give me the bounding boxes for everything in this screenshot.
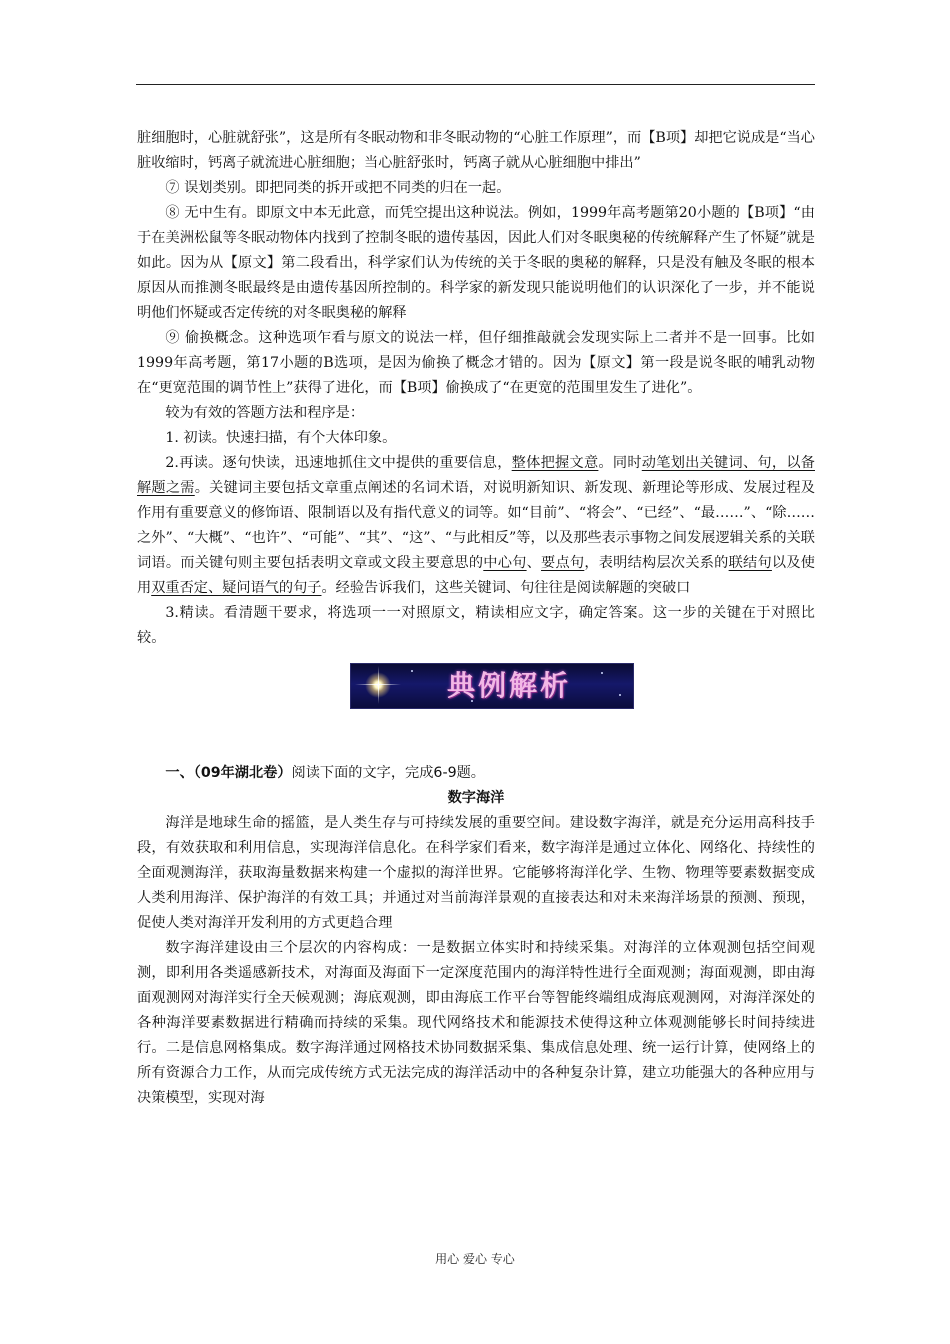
text-run: 。经验告诉我们，这些关键词、句往往是阅读解题的突破口 [321, 580, 691, 596]
text-run: 以及使用 [137, 555, 815, 596]
paragraph-step-1: 1. 初读。快速扫描，有个大体印象。 [165, 430, 397, 446]
text-run: 。关键词主要包括文章重点阐述的名词术语，对说明新知识、新发现、新理论等形成、发展过程及作用有重要意义的修饰语、限制语以及有指代意义的词等。如“目前”、“将会”、“已经”、“最……”、“除……之外”、“大概”、“也许”、“可能”、“其”、“这”、“与此相反”等，以及那些表示事物之间发展逻辑关系的关联词语。而关键句则主要包括表明文章或文段主要意思的 [137, 480, 815, 571]
paragraph-step-2 [137, 451, 815, 601]
page-footer: 用心 爱心 专心 [435, 1252, 515, 1266]
article-paragraph: 数字海洋建设由三个层次的内容构成：一是数据立体实时和持续采集。对海洋的立体观测包括空间观测，即利用各类遥感新技术，对海面及海面下一定深度范围内的海洋特性进行全面观测；海面观测，即由海面观测网对海洋实行全天候观测；海底观测，即由海底工作平台等智能终端组成海底观测网，对海洋深处的各种海洋要素数据进行精确而持续的采集。现代网络技术和能源技术使得这种立体观测能够长时间持续进行。二是信息网格集成。数字海洋通过网格技术协同数据采集、集成信息处理、统一运行计算，使网络上的所有资源合力工作，从而完成传统方式无法完成的海洋活动中的各种复杂计算，建立功能强大的各种应用与决策模型，实现对海 [137, 940, 815, 1106]
paragraph-step-3: 3.精读。看清题干要求，将选项一一对照原文，精读相应文字，确定答案。这一步的关键在于对照比较。 [137, 605, 815, 646]
paragraph-item-8: ⑧ 无中生有。即原文中本无此意，而凭空提出这种说法。例如，1999年高考题第20小题的【B项】“由于在美洲松鼠等冬眠动物体内找到了控制冬眠的遗传基因，因此人们对冬眠奥秘的传统解释产生了怀疑”就是如此。因为从【原文】第二段看出，科学家们认为传统的关于冬眠的奥秘的解释，只是没有触及冬眠的根本原因从而推测冬眠最终是由遗传基因所控制的。科学家的新发现只能说明他们的认识深化了一步，并不能说明他们怀疑或否定传统的对冬眠奥秘的解释 [137, 205, 815, 321]
banner-image [350, 663, 634, 709]
header-rule [136, 84, 815, 85]
text-run: 、 [526, 555, 542, 571]
text-run: 。同时 [598, 455, 642, 471]
paragraph-method-intro: 较为有效的答题方法和程序是： [165, 405, 365, 421]
sparkle-icon [619, 694, 621, 696]
article-paragraph: 海洋是地球生命的摇篮，是人类生存与可持续发展的重要空间。建设数字海洋，就是充分运用高科技手段，有效获取和利用信息，实现海洋信息化。在科学家们看来，数字海洋是通过立体化、网络化、持续性的全面观测海洋，获取海量数据来构建一个虚拟的海洋世界。它能够将海洋化学、生物、物理等要素数据变成人类利用海洋、保护海洋的有效工具；并通过对当前海洋景观的直接表达和对未来海洋场景的预测、预现，促使人类对海洋开发利用的方式更趋合理 [137, 815, 815, 931]
underlined-phrase: 双重否定、疑问语气的句子 [151, 580, 322, 596]
document-body [137, 126, 815, 1111]
paragraph-item-9: ⑨ 偷换概念。这种选项乍看与原文的说法一样，但仔细推敲就会发现实际上二者并不是一回事。比如1999年高考题，第17小题的B选项，是因为偷换了概念才错的。因为【原文】第一段是说冬眠的哺乳动物在“更宽范围的调节性上”获得了进化，而【B项】偷换成了“在更宽的范围里发生了进化”。 [137, 330, 815, 396]
text-run: ，表明结构层次关系的 [584, 555, 729, 571]
article-title: 数字海洋 [447, 790, 505, 806]
underlined-phrase: 联结句 [728, 555, 772, 571]
banner-title: 典例解析 [446, 669, 571, 702]
underlined-phrase: 要点句 [541, 555, 585, 571]
section-source: 一、（09年湖北卷） [165, 765, 292, 781]
underlined-phrase: 动笔划出关键词、句，以备解题之需 [137, 455, 815, 496]
paragraph-item-7: ⑦ 误划类别。即把同类的拆开或把不同类的归在一起。 [165, 180, 511, 196]
paragraph-continuation: 脏细胞时，心脏就舒张”，这是所有冬眠动物和非冬眠动物的“心脏工作原理”，而【B项】却把它说成是“当心脏收缩时，钙离子就流进心脏细胞；当心脏舒张时，钙离子就从心脏细胞中排出” [137, 130, 815, 171]
underlined-phrase: 整体把握文意 [511, 455, 599, 471]
section-heading [137, 761, 815, 786]
banner-area [137, 651, 815, 761]
underlined-phrase: 中心句 [483, 555, 527, 571]
section-instruction: 阅读下面的文字，完成6-9题。 [291, 765, 485, 781]
star-ray-icon [378, 666, 379, 704]
text-run: 2.再读。逐句快读，迅速地抓住文中提供的重要信息， [165, 455, 512, 471]
